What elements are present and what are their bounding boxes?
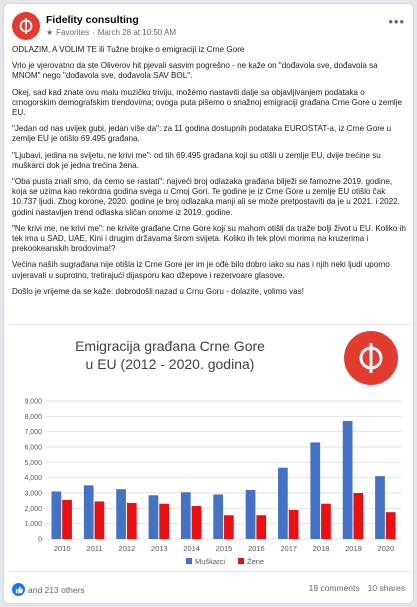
fidelity-logo-icon	[16, 16, 36, 36]
more-options-icon[interactable]: •••	[388, 14, 405, 29]
reactions-summary[interactable]	[12, 583, 85, 596]
x-tick-label: 2015	[215, 544, 233, 553]
legend-label: Žene	[247, 557, 265, 566]
post-paragraph: Došlo je vrijeme da se kaže: dobrodošli nazad u Crnu Goru - dolazite, volimo vas!	[12, 286, 304, 296]
y-tick-label: 0	[38, 536, 42, 544]
star-icon: ★	[46, 28, 54, 37]
x-tick-label: 2017	[280, 544, 298, 553]
page-name[interactable]: Fidelity consulting	[46, 14, 139, 26]
bar-zene	[62, 500, 72, 539]
bar-muskarci	[278, 468, 288, 539]
x-tick-label: 2012	[118, 544, 136, 553]
post-paragraph: Vrlo je vjerovatno da ste Oliverov hit pjevali sasvim pogrešno - ne kaže on "dođavola sve, dođavola sa MNOM" nego "dođavola sve, dođavola SAV BOL".	[12, 61, 378, 81]
bar-muskarci	[116, 489, 126, 539]
y-tick-label: 6,000	[24, 444, 42, 452]
x-tick-label: 2010	[53, 544, 71, 553]
bar-zene	[386, 512, 396, 539]
y-tick-label: 4,000	[24, 475, 42, 483]
x-tick-label: 2013	[150, 544, 168, 553]
post-meta: ★ Favorites · March 28 at 10:50 AM	[46, 28, 177, 37]
y-tick-label: 7,000	[24, 429, 42, 437]
like-icon	[12, 583, 25, 596]
post-timestamp[interactable]: March 28 at 10:50 AM	[97, 28, 177, 37]
bar-muskarci	[375, 476, 385, 539]
post-paragraph: "Ljubavi, jedina na svijetu, ne krivi me": od tih 69.495 građana koji su otišli u zemlje EU, dvije trećine su muškarci dok je jedna trećina žena.	[12, 150, 381, 170]
x-tick-label: 2019	[345, 544, 362, 553]
x-tick-label: 2018	[312, 544, 330, 553]
reactions-count: and 213 others	[28, 584, 85, 595]
bar-muskarci	[343, 421, 353, 539]
post-paragraph: Većina naših sugrađana nije otišla iz Crne Gore jer im je ođe bilo dobro iako su nas i njih neki ljudi uporno uvjeravali u suprotno, tretirajući dijasporu kao džepove i rezervoare glasove.	[12, 260, 390, 280]
y-tick-label: 5,000	[24, 459, 42, 467]
bar-zene	[289, 510, 299, 539]
bar-zene	[224, 515, 234, 539]
chart-title-line2: u EU (2012 - 2020. godina)	[85, 356, 255, 372]
chart-image[interactable]	[10, 324, 410, 572]
bar-muskarci	[84, 485, 94, 539]
comments-count[interactable]: 19 comments	[308, 583, 360, 593]
legend-label: Muškarci	[195, 557, 226, 566]
bar-zene	[95, 501, 105, 539]
post-paragraph: Okej, sad kad znate ovu malu muzičku triviju, možemo nastaviti dalje sa objavljivanjem podataka o crnogorskim demografskim trendovima; ovoga puta pišemo o snažnoj emigraciji građana Crne Gore u zemlje EU.	[12, 87, 403, 118]
chart-title-line1: Emigracija građana Crne Gore	[75, 338, 265, 354]
y-tick-label: 3,000	[24, 490, 42, 498]
audience-label: Favorites	[56, 28, 90, 37]
bar-zene	[127, 503, 137, 539]
post-header	[12, 12, 405, 42]
bar-zene	[159, 504, 169, 539]
bar-zene	[192, 506, 202, 539]
post-paragraph: "Oba pusta znali smo, da ćemo se rastati": najveći broj odlazaka građana bilježi se famozne 2019. godine, koja se uzima kao rekordna godina svega u Crnoj Gori. Te godine je iz Crne Gore u zemlje EU otišlo čak 10.737 ljudi. Zbog korone, 2020. godine je broj odlazaka manji ali se može pretpostaviti da je u 2021. i 2022. godini nastavljen trend odlaska sličan onome iz 2019. godine.	[12, 177, 400, 217]
post-paragraph: ODLAZIM, A VOLIM TE ili Tužne brojke o emigraciji iz Crne Gore	[12, 45, 245, 54]
y-tick-label: 9,000	[24, 398, 42, 406]
bar-zene	[321, 504, 331, 539]
engagement-counts	[309, 583, 405, 593]
y-tick-label: 1,000	[24, 521, 42, 529]
x-tick-label: 2014	[183, 544, 200, 553]
shares-count[interactable]: 10 shares	[367, 583, 405, 593]
post-text	[12, 45, 408, 303]
x-tick-label: 2011	[86, 544, 103, 553]
bar-muskarci	[310, 442, 320, 539]
page-avatar[interactable]	[12, 12, 40, 40]
bar-muskarci	[149, 495, 159, 539]
legend-swatch	[186, 558, 192, 564]
bar-muskarci	[181, 492, 191, 539]
y-tick-label: 2,000	[24, 505, 42, 513]
post-paragraph: "Ne krivi me, ne krivi me": ne krivite građane Crne Gore koji su mahom otišli da traže bolji život u EU. Koliko ih tek ima u SAD, UAE, Kini i drugim državama širom svijeta. Koliko ih tek plovi morima na kruzerima i prekookeanskih brodovima!?	[12, 223, 406, 254]
post-card	[3, 3, 414, 604]
bar-zene	[256, 515, 266, 539]
post-paragraph: "Jedan od nas uvijek gubi, jedan više da": za 11 godina dostupnih podataka EUROSTAT-a, iz Crne Gore u zemlje EU je otišlo 69.495 građana.	[12, 124, 392, 144]
post-footer	[12, 579, 405, 599]
bar-muskarci	[52, 491, 62, 539]
legend-swatch	[238, 558, 244, 564]
bar-muskarci	[246, 490, 256, 539]
bar-zene	[353, 493, 363, 539]
x-tick-label: 2016	[248, 544, 265, 553]
bar-chart	[10, 325, 410, 573]
bar-muskarci	[213, 495, 223, 539]
y-tick-label: 8,000	[24, 413, 42, 421]
x-tick-label: 2020	[377, 544, 395, 553]
